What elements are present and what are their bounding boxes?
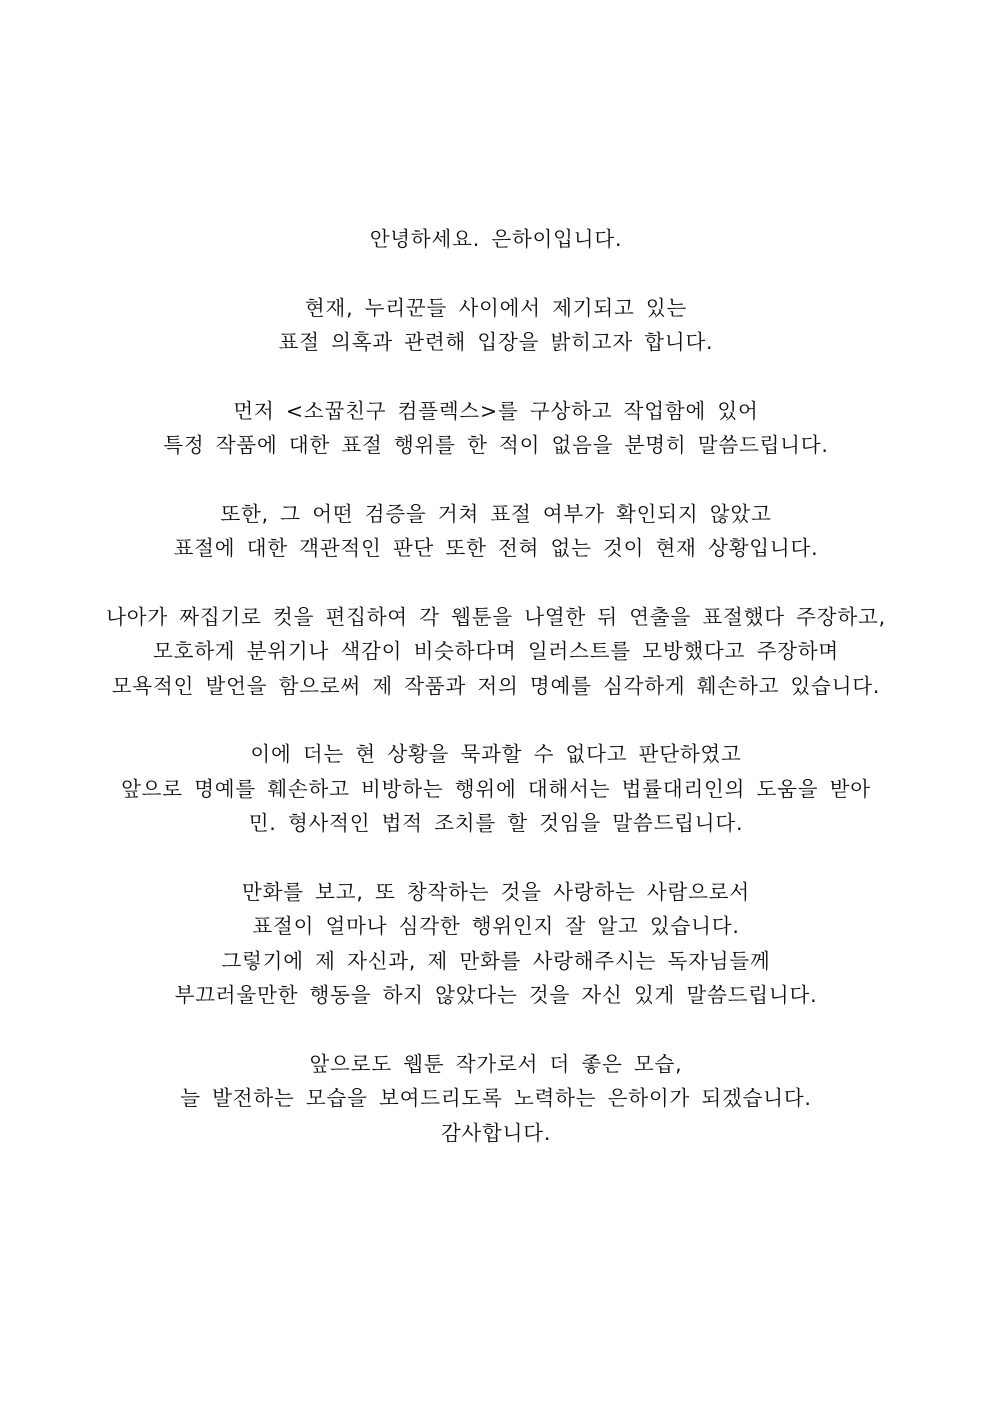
text-line: 또한, 그 어떤 검증을 거쳐 표절 여부가 확인되지 않았고	[220, 501, 772, 526]
closing-paragraph	[40, 1047, 952, 1151]
text-line: 모욕적인 발언을 함으로써 제 작품과 저의 명예를 심각하게 훼손하고 있습니다.	[111, 673, 881, 698]
text-line: 늘 발전하는 모습을 보여드리도록 노력하는 은하이가 되겠습니다.	[180, 1086, 812, 1110]
text-line: 만화를 보고, 또 창작하는 것을 사랑하는 사람으로서	[242, 879, 750, 904]
paragraph-legal-action	[40, 737, 952, 841]
paragraph-defamation	[40, 600, 952, 704]
text-line: 표절에 대한 객관적인 판단 또한 전혀 없는 것이 현재 상황입니다.	[173, 536, 819, 560]
greeting-paragraph	[40, 222, 952, 257]
text-line: 앞으로 명예를 훼손하고 비방하는 행위에 대해서는 법률대리인의 도움을 받아	[121, 776, 871, 801]
text-line: 모호하게 분위기나 색감이 비슷하다며 일러스트를 모방했다고 주장하며	[153, 639, 839, 663]
paragraph-no-verification	[40, 497, 952, 566]
text-line: 현재, 누리꾼들 사이에서 제기되고 있는	[304, 295, 688, 320]
text-line: 먼저 <소꿉친구 컴플렉스>를 구상하고 작업함에 있어	[233, 398, 759, 423]
paragraph-denial	[40, 394, 952, 463]
text-line: 나아가 짜집기로 컷을 편집하여 각 웹툰을 나열한 뒤 연출을 표절했다 주장하고,	[106, 604, 886, 629]
greeting-line: 안녕하세요. 은하이입니다.	[369, 227, 623, 251]
text-line: 민. 형사적인 법적 조치를 할 것임을 말씀드립니다.	[248, 811, 744, 835]
paragraph-creator-statement	[40, 875, 952, 1013]
statement-letter	[40, 222, 952, 1150]
paragraph-plagiarism-allegation	[40, 291, 952, 360]
text-line: 이에 더는 현 상황을 묵과할 수 없다고 판단하였고	[250, 742, 742, 766]
text-line: 부끄러울만한 행동을 하지 않았다는 것을 자신 있게 말씀드립니다.	[174, 983, 818, 1007]
text-line: 그렇기에 제 자신과, 제 만화를 사랑해주시는 독자님들께	[221, 948, 771, 973]
text-line: 앞으로도 웹툰 작가로서 더 좋은 모습,	[309, 1051, 683, 1076]
text-line: 표절 의혹과 관련해 입장을 밝히고자 합니다.	[278, 330, 714, 354]
text-line: 표절이 얼마나 심각한 행위인지 잘 알고 있습니다.	[252, 914, 740, 938]
sign-off-line: 감사합니다.	[440, 1120, 552, 1145]
text-line: 특정 작품에 대한 표절 행위를 한 적이 없음을 분명히 말씀드립니다.	[163, 433, 829, 457]
